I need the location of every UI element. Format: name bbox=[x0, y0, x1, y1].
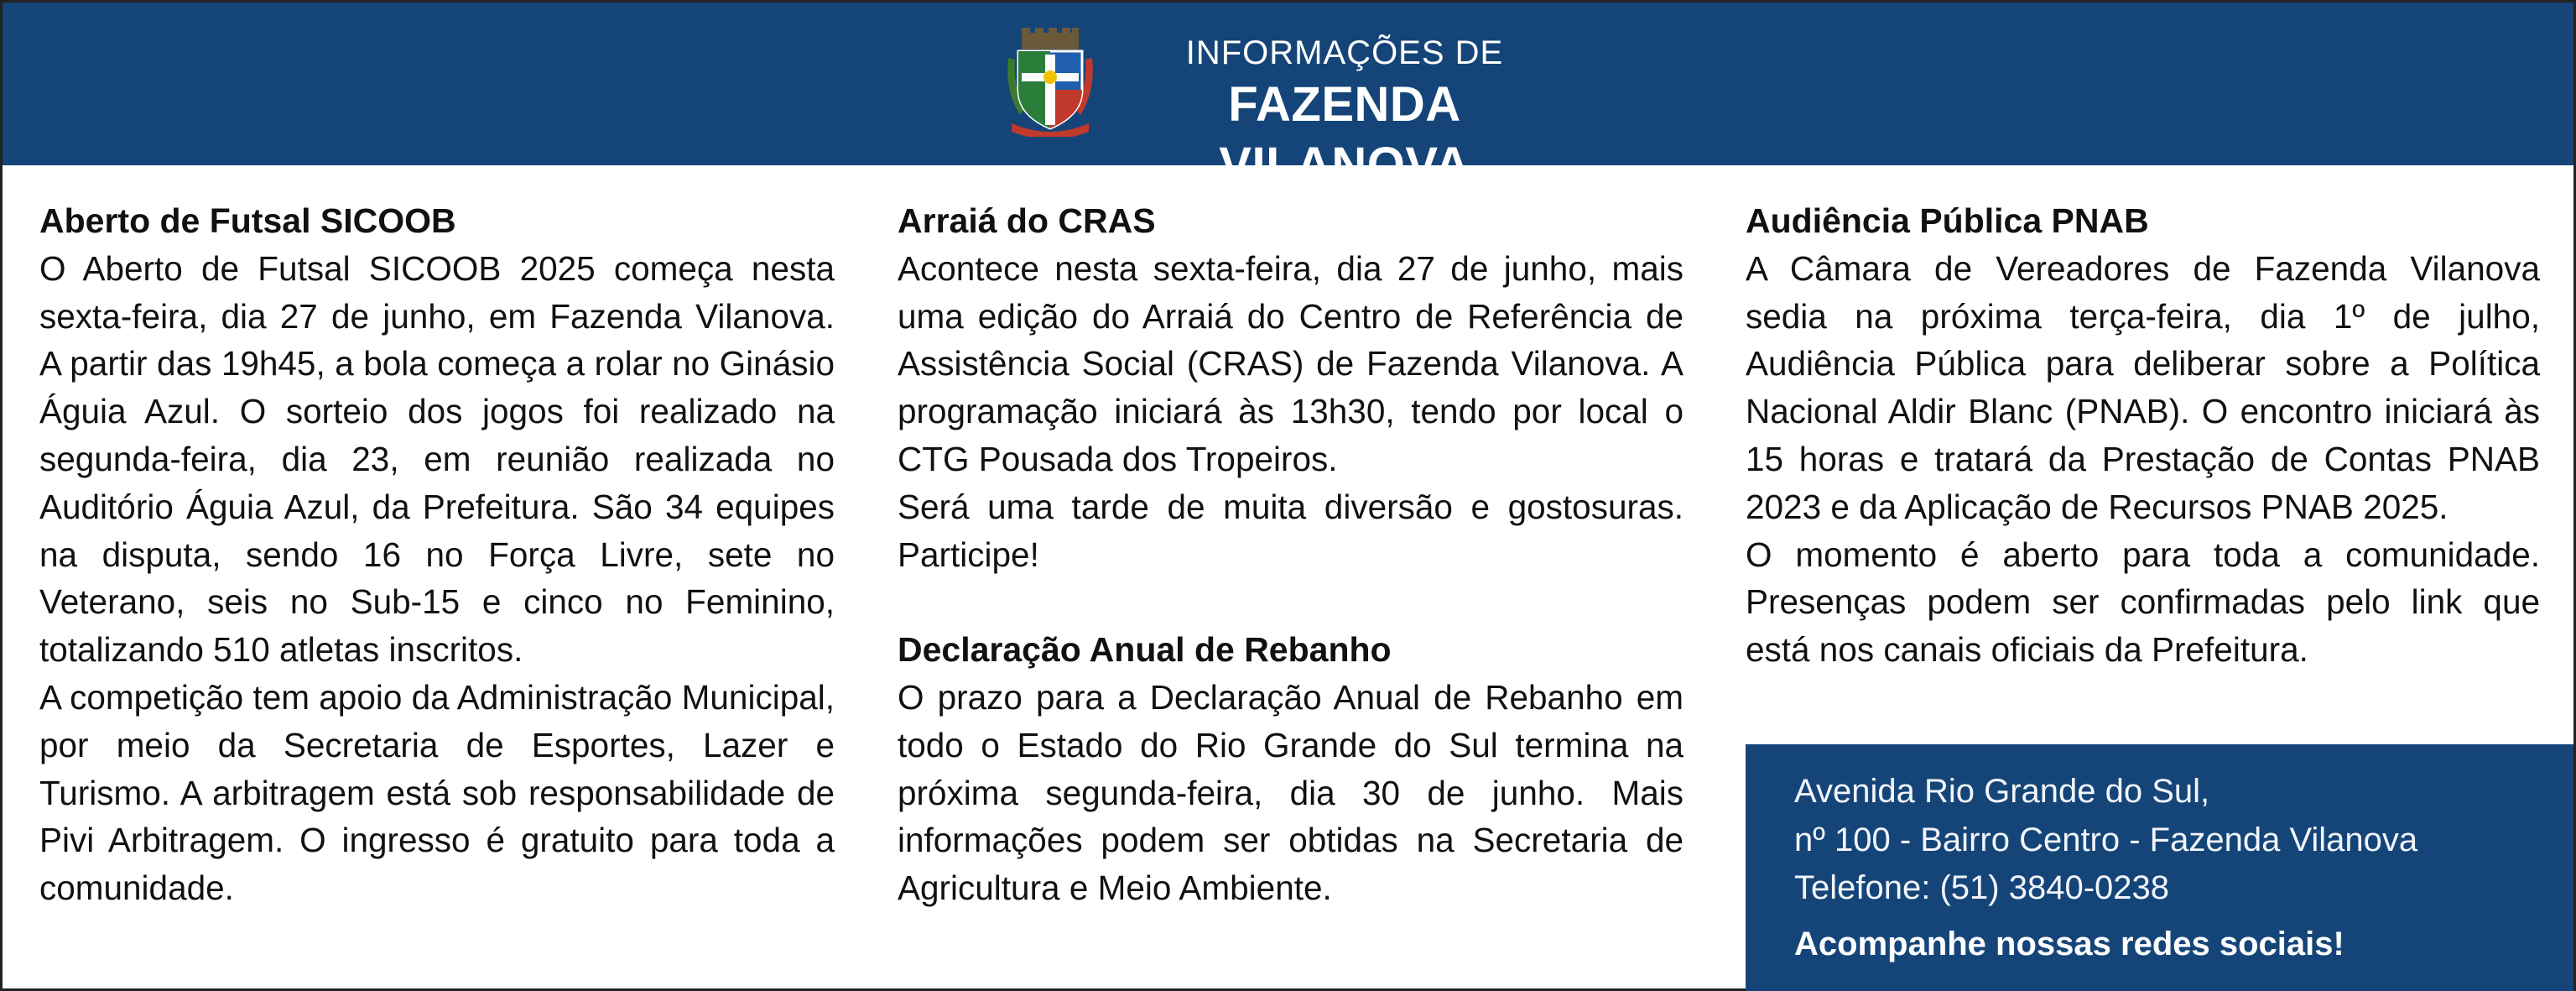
article-paragraph: A Câmara de Vereadores de Fazenda Vilanova sedia na próxima terça-feira, dia 1º de julho, Audiência Pública para deliberar sobre a Política Nacional Aldir Blanc (PNAB). O encontro iniciará às 15 horas e tratará da Prestação de Contas PNAB 2023 e da Aplicação de Recursos PNAB 2025. bbox=[1746, 248, 2540, 526]
municipal-coat-of-arms-icon bbox=[1003, 24, 1097, 137]
header-title-small: INFORMAÇÕES DE bbox=[1185, 34, 1504, 71]
article-title-arraia: Arraiá do CRAS bbox=[898, 201, 1156, 240]
header-title-block bbox=[1110, 31, 1579, 196]
article-title-pnab: Audiência Pública PNAB bbox=[1746, 201, 2149, 240]
article-paragraph: Será uma tarde de muita diversão e gostosuras. Participe! bbox=[898, 487, 1684, 574]
article-paragraph: O momento é aberto para toda a comunidade. Presenças podem ser confirmadas pelo link que está nos canais oficiais da Prefeitura. bbox=[1746, 535, 2540, 670]
phone-number: Telefone: (51) 3840-0238 bbox=[1794, 869, 2169, 906]
header-banner bbox=[3, 3, 2573, 192]
social-media-callout: Acompanhe nossas redes sociais! bbox=[1794, 925, 2344, 962]
header-title-main: FAZENDA VILANOVA bbox=[1219, 77, 1470, 192]
column-right bbox=[1746, 197, 2540, 674]
article-title-futsal: Aberto de Futsal SICOOB bbox=[39, 201, 456, 240]
article-paragraph: Acontece nesta sexta-feira, dia 27 de junho, mais uma edição do Arraiá do Centro de Referência de Assistência Social (CRAS) de Fazenda Vilanova. A programação iniciará às 13h30, tendo por local o CTG Pousada dos Tropeiros. bbox=[898, 248, 1684, 478]
article-paragraph: A competição tem apoio da Administração Municipal, por meio da Secretaria de Esportes, Lazer e Turismo. A arbitragem está sob responsabilidade de Pivi Arbitragem. O ingresso é gratuito para toda a comunidade. bbox=[39, 677, 835, 908]
article-paragraph: O prazo para a Declaração Anual de Rebanho em todo o Estado do Rio Grande do Sul termina na próxima segunda-feira, dia 30 de junho. Mais informações podem ser obtidas na Secretaria de Agricultura e Meio Ambiente. bbox=[898, 677, 1684, 908]
article-paragraph: O Aberto de Futsal SICOOB 2025 começa nesta sexta-feira, dia 27 de junho, em Fazenda Vilanova. A partir das 19h45, a bola começa a rolar no Ginásio Águia Azul. O sorteio dos jogos foi realizado na segunda-feira, dia 23, em reunião realizada no Auditório Águia Azul, da Prefeitura. São 34 equipes na disputa, sendo 16 no Força Livre, sete no Veterano, seis no Sub-15 e cinco no Feminino, totalizando 510 atletas inscritos. bbox=[39, 248, 835, 670]
address-line-2: nº 100 - Bairro Centro - Fazenda Vilanova bbox=[1794, 821, 2418, 858]
article-title-rebanho: Declaração Anual de Rebanho bbox=[898, 630, 1392, 670]
address-line-1: Avenida Rio Grande do Sul, bbox=[1794, 773, 2210, 810]
column-left bbox=[39, 197, 835, 912]
column-middle bbox=[898, 197, 1684, 912]
contact-box bbox=[1746, 744, 2573, 991]
